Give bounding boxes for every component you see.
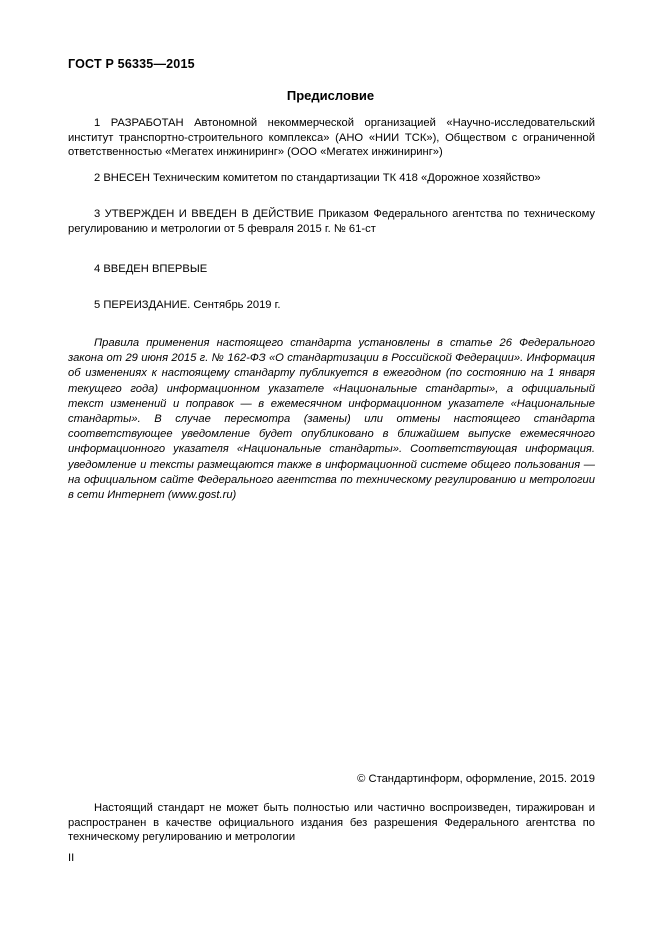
preface-item-3 xyxy=(68,207,595,236)
application-rules-notice xyxy=(68,336,595,503)
reproduction-restriction-text: Настоящий стандарт не может быть полностью или частично воспроизведен, тиражирован и распространен в качестве официального издания без разрешения Федерального агентства по техническому регулированию и метрологии xyxy=(68,802,595,844)
preface-item-2-text: 2 ВНЕСЕН Техническим комитетом по стандартизации ТК 418 «Дорожное хозяйство» xyxy=(94,172,541,184)
standard-designation: ГОСТ Р 56335—2015 xyxy=(68,57,195,71)
preface-item-5 xyxy=(68,298,595,313)
page-title: Предисловие xyxy=(286,88,375,103)
preface-item-5-text: 5 ПЕРЕИЗДАНИЕ. Сентябрь 2019 г. xyxy=(94,299,281,311)
preface-item-4 xyxy=(68,262,595,277)
page-number: II xyxy=(68,852,75,864)
reproduction-restriction-note xyxy=(68,801,595,845)
preface-item-1 xyxy=(68,116,595,160)
preface-item-2 xyxy=(68,171,595,186)
application-rules-notice-text: Правила применения настоящего стандарта установлены в статье 26 Федерального закона от 29 июня 2015 г. № 162-ФЗ «О стандартизации в Российской Федерации». Информация об изменениях к настоящему стандарту публикуется в ежегодном (по состоянию на 1 января текущего года) информационном указателе «Национальные стандарты», а официальный текст изменений и поправок — в ежемесячном информационном указателе «Национальные стандарты». В случае пересмотра (замены) или отмены настоящего стандарта соответствующее уведомление будет опубликовано в ближайшем выпуске ежемесячного информационного указателя «Национальные стандарты». Соответствующая информация. уведомление и тексты размещаются также в информационной системе общего пользования — на официальном сайте Федерального агентства по техническому регулированию и метрологии в сети Интернет (www.gost.ru) xyxy=(68,337,595,502)
copyright-line: © Стандартинформ, оформление, 2015. 2019 xyxy=(357,773,595,785)
preface-item-3-text: 3 УТВЕРЖДЕН И ВВЕДЕН В ДЕЙСТВИЕ Приказом Федерального агентства по техническому регулированию и метрологии от 5 февраля 2015 г. № 61-ст xyxy=(68,208,595,235)
preface-item-1-text: 1 РАЗРАБОТАН Автономной некоммерческой организацией «Научно-исследовательский институт транспортно-строительного комплекса» (АНО «НИИ ТСК»), Обществом с ограниченной ответственностью «Мегатех инжиниринг» (ООО «Мегатех инжиниринг») xyxy=(68,117,595,159)
preface-item-4-text: 4 ВВЕДЕН ВПЕРВЫЕ xyxy=(94,263,208,275)
